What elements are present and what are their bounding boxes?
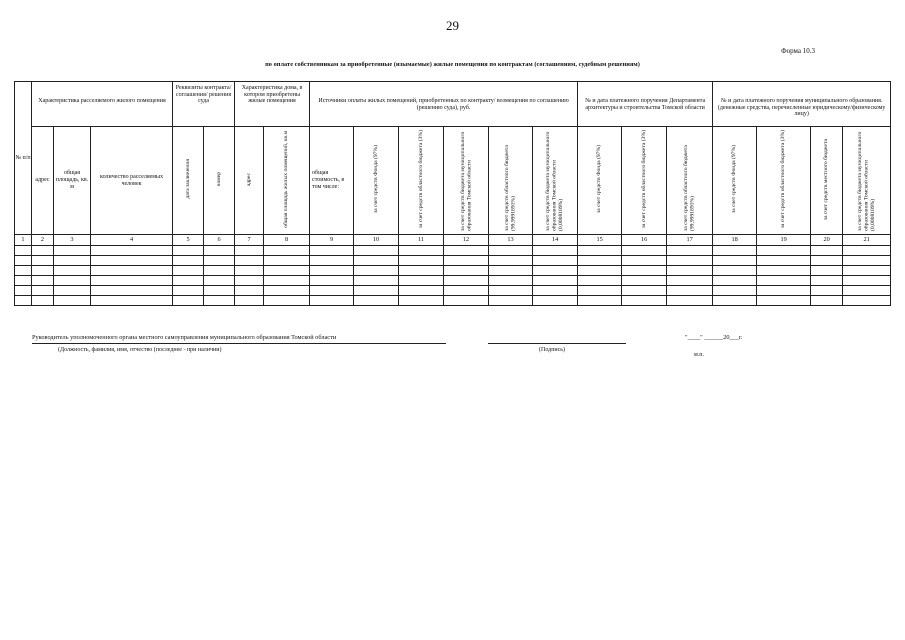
header-payment-municipal: № и дата платежного поручения муниципального образования. (денежные средства, перечисленные юридическому/физическому лицу) [713,82,891,127]
stamp-label: м.п. [694,352,705,358]
table-row [15,256,891,266]
table-cell [91,286,173,296]
table-cell [32,266,54,276]
header-dept-region [622,127,667,235]
table-cell [310,256,354,266]
form-label: Форма 10.3 [781,47,815,55]
header-src-region2 [489,127,533,235]
header-number-text: номер [215,171,222,187]
table-cell [399,286,444,296]
table-cell [91,266,173,276]
table-cell [444,246,489,256]
header-mun-local-text: за счет средств местного бюджета [823,138,830,220]
table-cell [444,276,489,286]
table-cell [533,266,578,276]
table-cell [713,286,757,296]
table-cell [204,246,235,256]
table-cell [310,246,354,256]
table-cell [811,296,843,306]
document-title: по оплате собственникам за приобретенные (изымаемые) жилые помещения по контрактам (соглашениям, судебным решениям) [265,61,640,68]
header-requisites: Реквизиты контракта/ соглашения/ решения суда [173,82,235,127]
header-mun-municipal2-text: за счет средств бюджета муниципального образования Томской области (0,0008109%) [857,131,876,232]
column-number: 19 [757,235,811,246]
table-cell [173,296,204,306]
signature-caption: (Подпись) [539,347,566,353]
header-dept-region-text: за счет средств областного бюджета (3%) [640,129,647,229]
table-cell [310,266,354,276]
table-cell [489,256,533,266]
column-number: 9 [310,235,354,246]
header-dept-fund-text: за счет средств Фонда (97%) [596,145,603,214]
table-cell [235,276,264,286]
table-cell [354,296,399,306]
table-cell [811,286,843,296]
table-cell [54,246,91,256]
header-house-area-text: общая площадь жилых помещений, кв.м [283,130,290,228]
table-cell [32,256,54,266]
table-cell [713,266,757,276]
table-cell [354,266,399,276]
table-cell [757,256,811,266]
table-cell [54,286,91,296]
table-cell [578,296,622,306]
table-cell [204,286,235,296]
table-cell [15,276,32,286]
table-cell [843,276,891,286]
column-number: 13 [489,235,533,246]
table-cell [667,256,713,266]
table-cell [399,276,444,286]
table-cell [235,266,264,276]
table-row [15,286,891,296]
signer-caption: (Должность, фамилия, имя, отчество (последнее - при наличии) [58,347,222,353]
header-src-region2-text: за счет средств областного бюджета (99,9991891%) [504,145,517,232]
table-cell [173,276,204,286]
table-cell [533,296,578,306]
table-cell [489,286,533,296]
table-cell [811,266,843,276]
signature-line [488,343,626,344]
header-people: количество расселяемых человек [91,127,173,235]
table-cell [578,266,622,276]
table-cell [310,276,354,286]
header-address: адрес [32,127,54,235]
table-cell [713,246,757,256]
column-number-row [15,235,891,246]
table-cell [444,266,489,276]
column-number: 14 [533,235,578,246]
table-cell [354,286,399,296]
header-house-address [235,127,264,235]
header-house-address-text: адрес [245,172,252,186]
table-row [15,246,891,256]
table-cell [667,296,713,306]
table-row [15,266,891,276]
date-field: "____" ______20___г. [685,334,743,341]
table-cell [91,246,173,256]
column-number: 8 [264,235,310,246]
table-cell [235,286,264,296]
page-number: 29 [446,18,459,33]
header-dept-region2-text: за счет средств областного бюджета (99,9991891%) [683,145,696,232]
header-src-municipal-text: за счет средств бюджета муниципального образования Томской области [459,131,473,232]
table-cell [757,266,811,276]
table-cell [354,256,399,266]
table-cell [264,246,310,256]
table-cell [811,256,843,266]
table-cell [32,286,54,296]
header-area: общая площадь, кв. м [54,127,91,235]
table-cell [399,256,444,266]
table-cell [32,246,54,256]
header-char-house: Характеристика дома, в котором приобретены жилые помещения [235,82,310,127]
header-mun-fund-text: за счет средств Фонда (97%) [731,145,738,214]
table-cell [757,246,811,256]
table-cell [235,296,264,306]
header-row-subcolumns [15,127,891,235]
table-cell [578,286,622,296]
table-cell [15,296,32,306]
column-number: 12 [444,235,489,246]
header-mun-region [757,127,811,235]
table-cell [54,266,91,276]
table-cell [15,266,32,276]
table-cell [757,286,811,296]
table-cell [444,256,489,266]
table-cell [91,276,173,286]
table-cell [533,286,578,296]
header-char-resettled: Характеристика расселяемого жилого помещения [32,82,173,127]
payment-table [14,81,891,306]
table-cell [310,296,354,306]
table-cell [713,296,757,306]
table-cell [264,286,310,296]
column-number: 2 [32,235,54,246]
table-cell [32,276,54,286]
table-cell [667,266,713,276]
table-cell [843,266,891,276]
table-cell [489,266,533,276]
table-cell [15,286,32,296]
column-number: 7 [235,235,264,246]
table-cell [622,246,667,256]
column-number: 15 [578,235,622,246]
table-cell [15,246,32,256]
table-cell [204,296,235,306]
table-cell [399,246,444,256]
table-cell [264,276,310,286]
column-number: 21 [843,235,891,246]
table-cell [667,286,713,296]
header-mun-municipal2 [843,127,891,235]
column-number: 3 [54,235,91,246]
table-cell [173,266,204,276]
header-mun-fund [713,127,757,235]
table-cell [533,246,578,256]
table-cell [173,256,204,266]
table-cell [15,256,32,266]
table-cell [578,246,622,256]
header-src-region-text: за счет средств областного бюджета (3%) [417,129,424,229]
column-number: 10 [354,235,399,246]
table-cell [444,296,489,306]
table-cell [354,246,399,256]
header-src-region [399,127,444,235]
table-cell [533,276,578,286]
table-cell [32,296,54,306]
header-src-municipal2-text: за счет средств бюджета муниципального образования Томской области (0,0008109%) [545,131,565,232]
table-cell [235,256,264,266]
header-src-fund [354,127,399,235]
table-cell [310,286,354,296]
table-cell [489,296,533,306]
header-src-municipal2 [533,127,578,235]
header-date-concluded [173,127,204,235]
table-cell [811,246,843,256]
table-cell [713,256,757,266]
table-cell [622,266,667,276]
column-number: 20 [811,235,843,246]
table-cell [354,276,399,286]
table-cell [713,276,757,286]
header-sources: Источники оплаты жилых помещений, приобретенных по контракту/ возмещения по соглашению (решению суда), руб. [310,82,578,127]
table-cell [54,276,91,286]
table-cell [235,246,264,256]
table-cell [91,256,173,266]
table-cell [843,256,891,266]
table-cell [399,296,444,306]
table-cell [622,296,667,306]
header-row-no: № п/п [15,82,32,235]
table-cell [444,286,489,296]
table-cell [204,266,235,276]
header-date-concluded-text: дата заключения [184,159,191,199]
table-cell [399,266,444,276]
table-cell [533,256,578,266]
table-cell [54,296,91,306]
table-cell [264,256,310,266]
table-cell [757,296,811,306]
header-dept-fund [578,127,622,235]
table-cell [489,246,533,256]
table-cell [622,276,667,286]
column-number: 16 [622,235,667,246]
table-cell [264,296,310,306]
table-cell [667,246,713,256]
column-number: 11 [399,235,444,246]
table-row [15,276,891,286]
table-cell [622,286,667,296]
header-src-municipal [444,127,489,235]
column-number: 18 [713,235,757,246]
table-cell [843,286,891,296]
header-house-area [264,127,310,235]
table-cell [264,266,310,276]
header-row-groups [15,82,891,127]
header-mun-region-text: за счет средств областного бюджета (3%) [780,129,787,229]
table-cell [811,276,843,286]
header-number [204,127,235,235]
column-number: 17 [667,235,713,246]
table-row [15,296,891,306]
table-cell [578,256,622,266]
table-cell [622,256,667,266]
table-cell [843,296,891,306]
table-cell [757,276,811,286]
table-cell [54,256,91,266]
table-cell [667,276,713,286]
column-number: 6 [204,235,235,246]
header-payment-dept: № и дата платежного поручения Департамента архитектуры и строительства Томской области [578,82,713,127]
column-number: 5 [173,235,204,246]
table-cell [843,246,891,256]
table-cell [91,296,173,306]
header-src-fund-text: за счет средств Фонда (97%) [372,145,379,214]
table-cell [173,246,204,256]
table-cell [489,276,533,286]
table-cell [578,276,622,286]
header-total-cost: общая стоимость, в том числе: [310,127,354,235]
signer-position-text: Руководитель уполномоченного органа местного самоуправления муниципального образования Томской области [32,334,337,341]
header-mun-local [811,127,843,235]
header-dept-region2 [667,127,713,235]
column-number: 4 [91,235,173,246]
table-cell [173,286,204,296]
column-number: 1 [15,235,32,246]
table-cell [204,276,235,286]
table-cell [204,256,235,266]
signer-underline [32,343,446,344]
